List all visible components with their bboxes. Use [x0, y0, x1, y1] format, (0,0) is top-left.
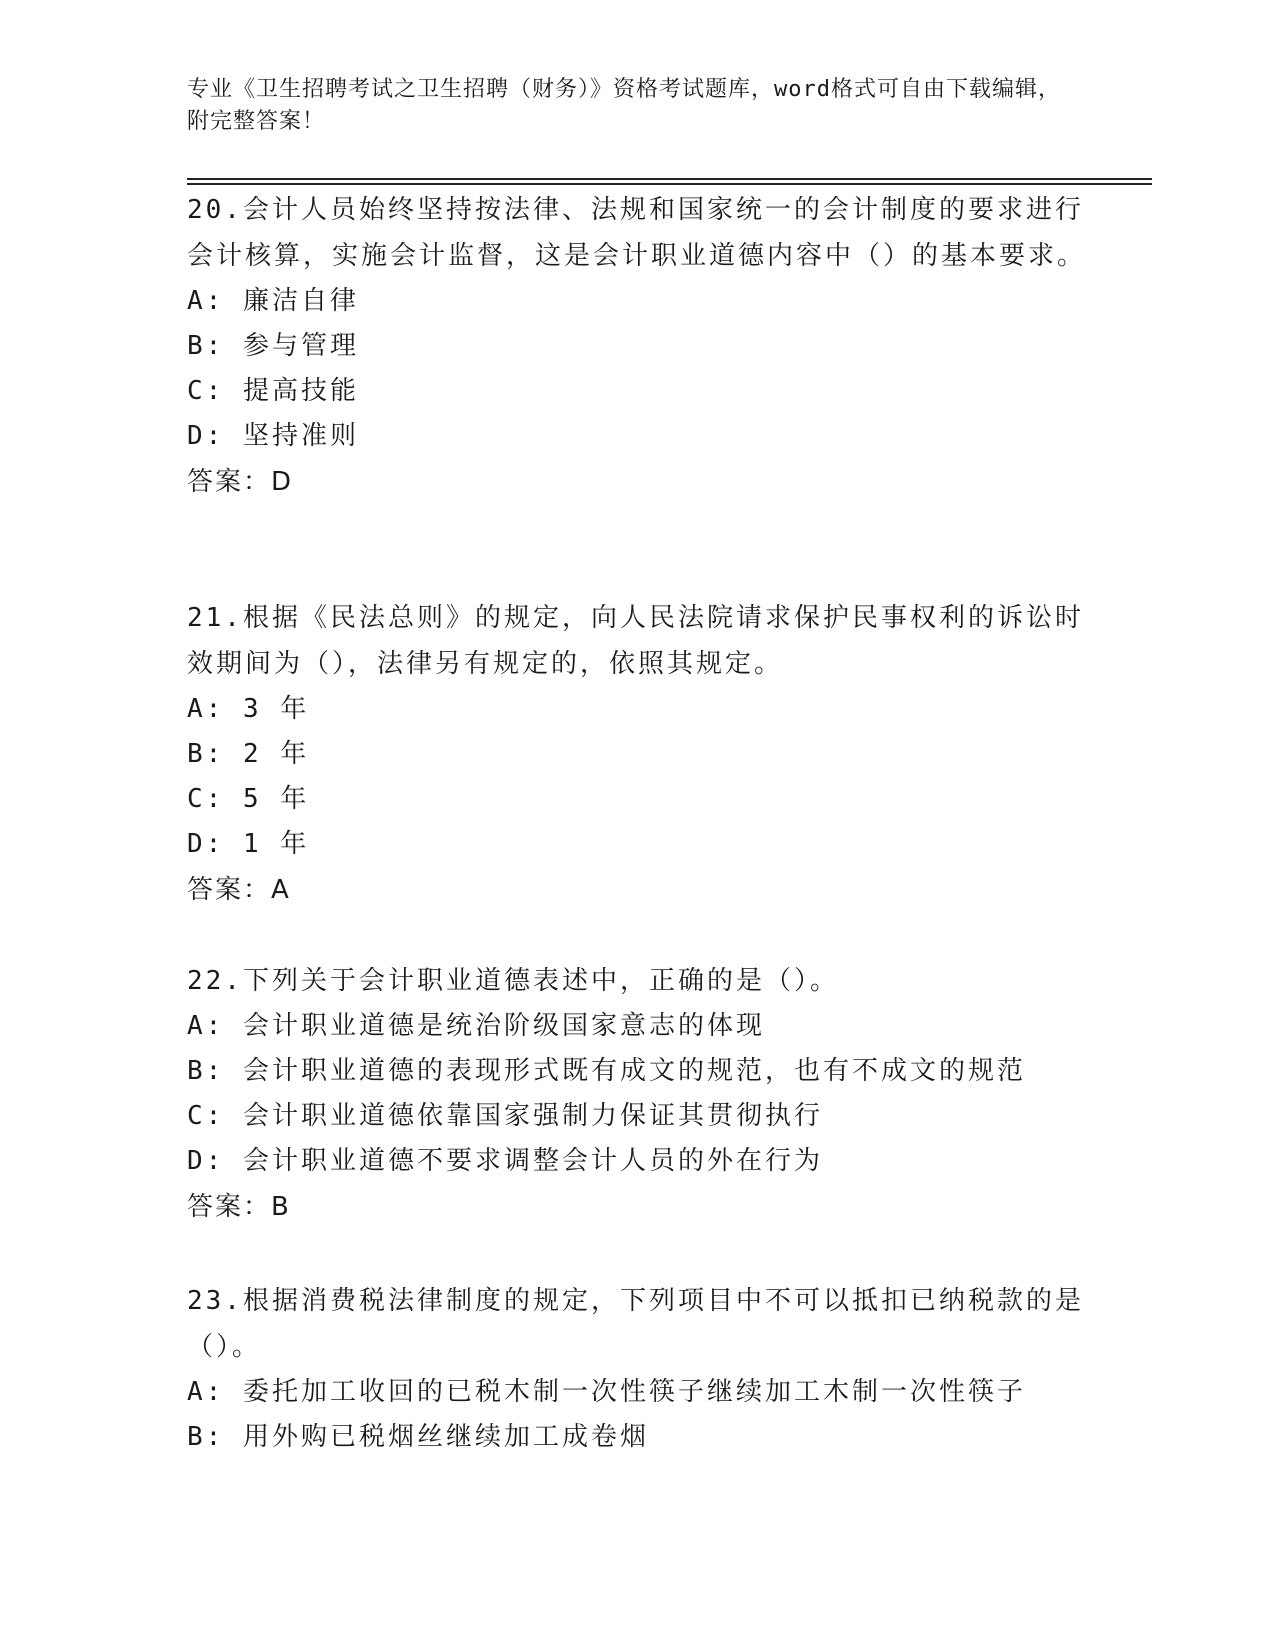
option-b: B: 2 年 [187, 739, 310, 769]
option-c: C: 提高技能 [187, 376, 359, 406]
question-stem: 23.根据消费税法律制度的规定，下列项目中不可以抵扣已纳税款的是（）。 [187, 1286, 1084, 1362]
option-d: D: 坚持准则 [187, 421, 359, 451]
option-a: A: 会计职业道德是统治阶级国家意志的体现 [187, 1011, 765, 1041]
answer-line: 答案：D [187, 467, 294, 497]
header-rule-top [187, 178, 1152, 180]
header-rule-bottom [187, 183, 1152, 185]
question-stem: 20.会计人员始终坚持按法律、法规和国家统一的会计制度的要求进行会计核算，实施会计监督，这是会计职业道德内容中（）的基本要求。 [187, 195, 1087, 271]
question-22 [187, 958, 1087, 1230]
option-d: D: 会计职业道德不要求调整会计人员的外在行为 [187, 1146, 823, 1176]
option-a: A: 委托加工收回的已税木制一次性筷子继续加工木制一次性筷子 [187, 1377, 1026, 1407]
document-header: 专业《卫生招聘考试之卫生招聘（财务）》资格考试题库，word格式可自由下载编辑，附完整答案！ [187, 77, 1061, 134]
option-c: C: 5 年 [187, 784, 310, 814]
answer-line: 答案：B [187, 1192, 291, 1222]
option-c: C: 会计职业道德依靠国家强制力保证其贯彻执行 [187, 1101, 823, 1131]
question-21 [187, 595, 1087, 913]
option-a: A: 3 年 [187, 694, 310, 724]
option-d: D: 1 年 [187, 829, 310, 859]
question-23 [187, 1278, 1087, 1460]
question-stem: 22.下列关于会计职业道德表述中，正确的是（）。 [187, 966, 839, 996]
option-b: B: 参与管理 [187, 331, 359, 361]
question-20 [187, 187, 1087, 505]
option-b: B: 会计职业道德的表现形式既有成文的规范，也有不成文的规范 [187, 1056, 1026, 1086]
answer-line: 答案：A [187, 875, 291, 905]
option-a: A: 廉洁自律 [187, 286, 359, 316]
question-stem: 21.根据《民法总则》的规定，向人民法院请求保护民事权利的诉讼时效期间为（），法律另有规定的，依照其规定。 [187, 603, 1084, 679]
option-b: B: 用外购已税烟丝继续加工成卷烟 [187, 1422, 649, 1452]
